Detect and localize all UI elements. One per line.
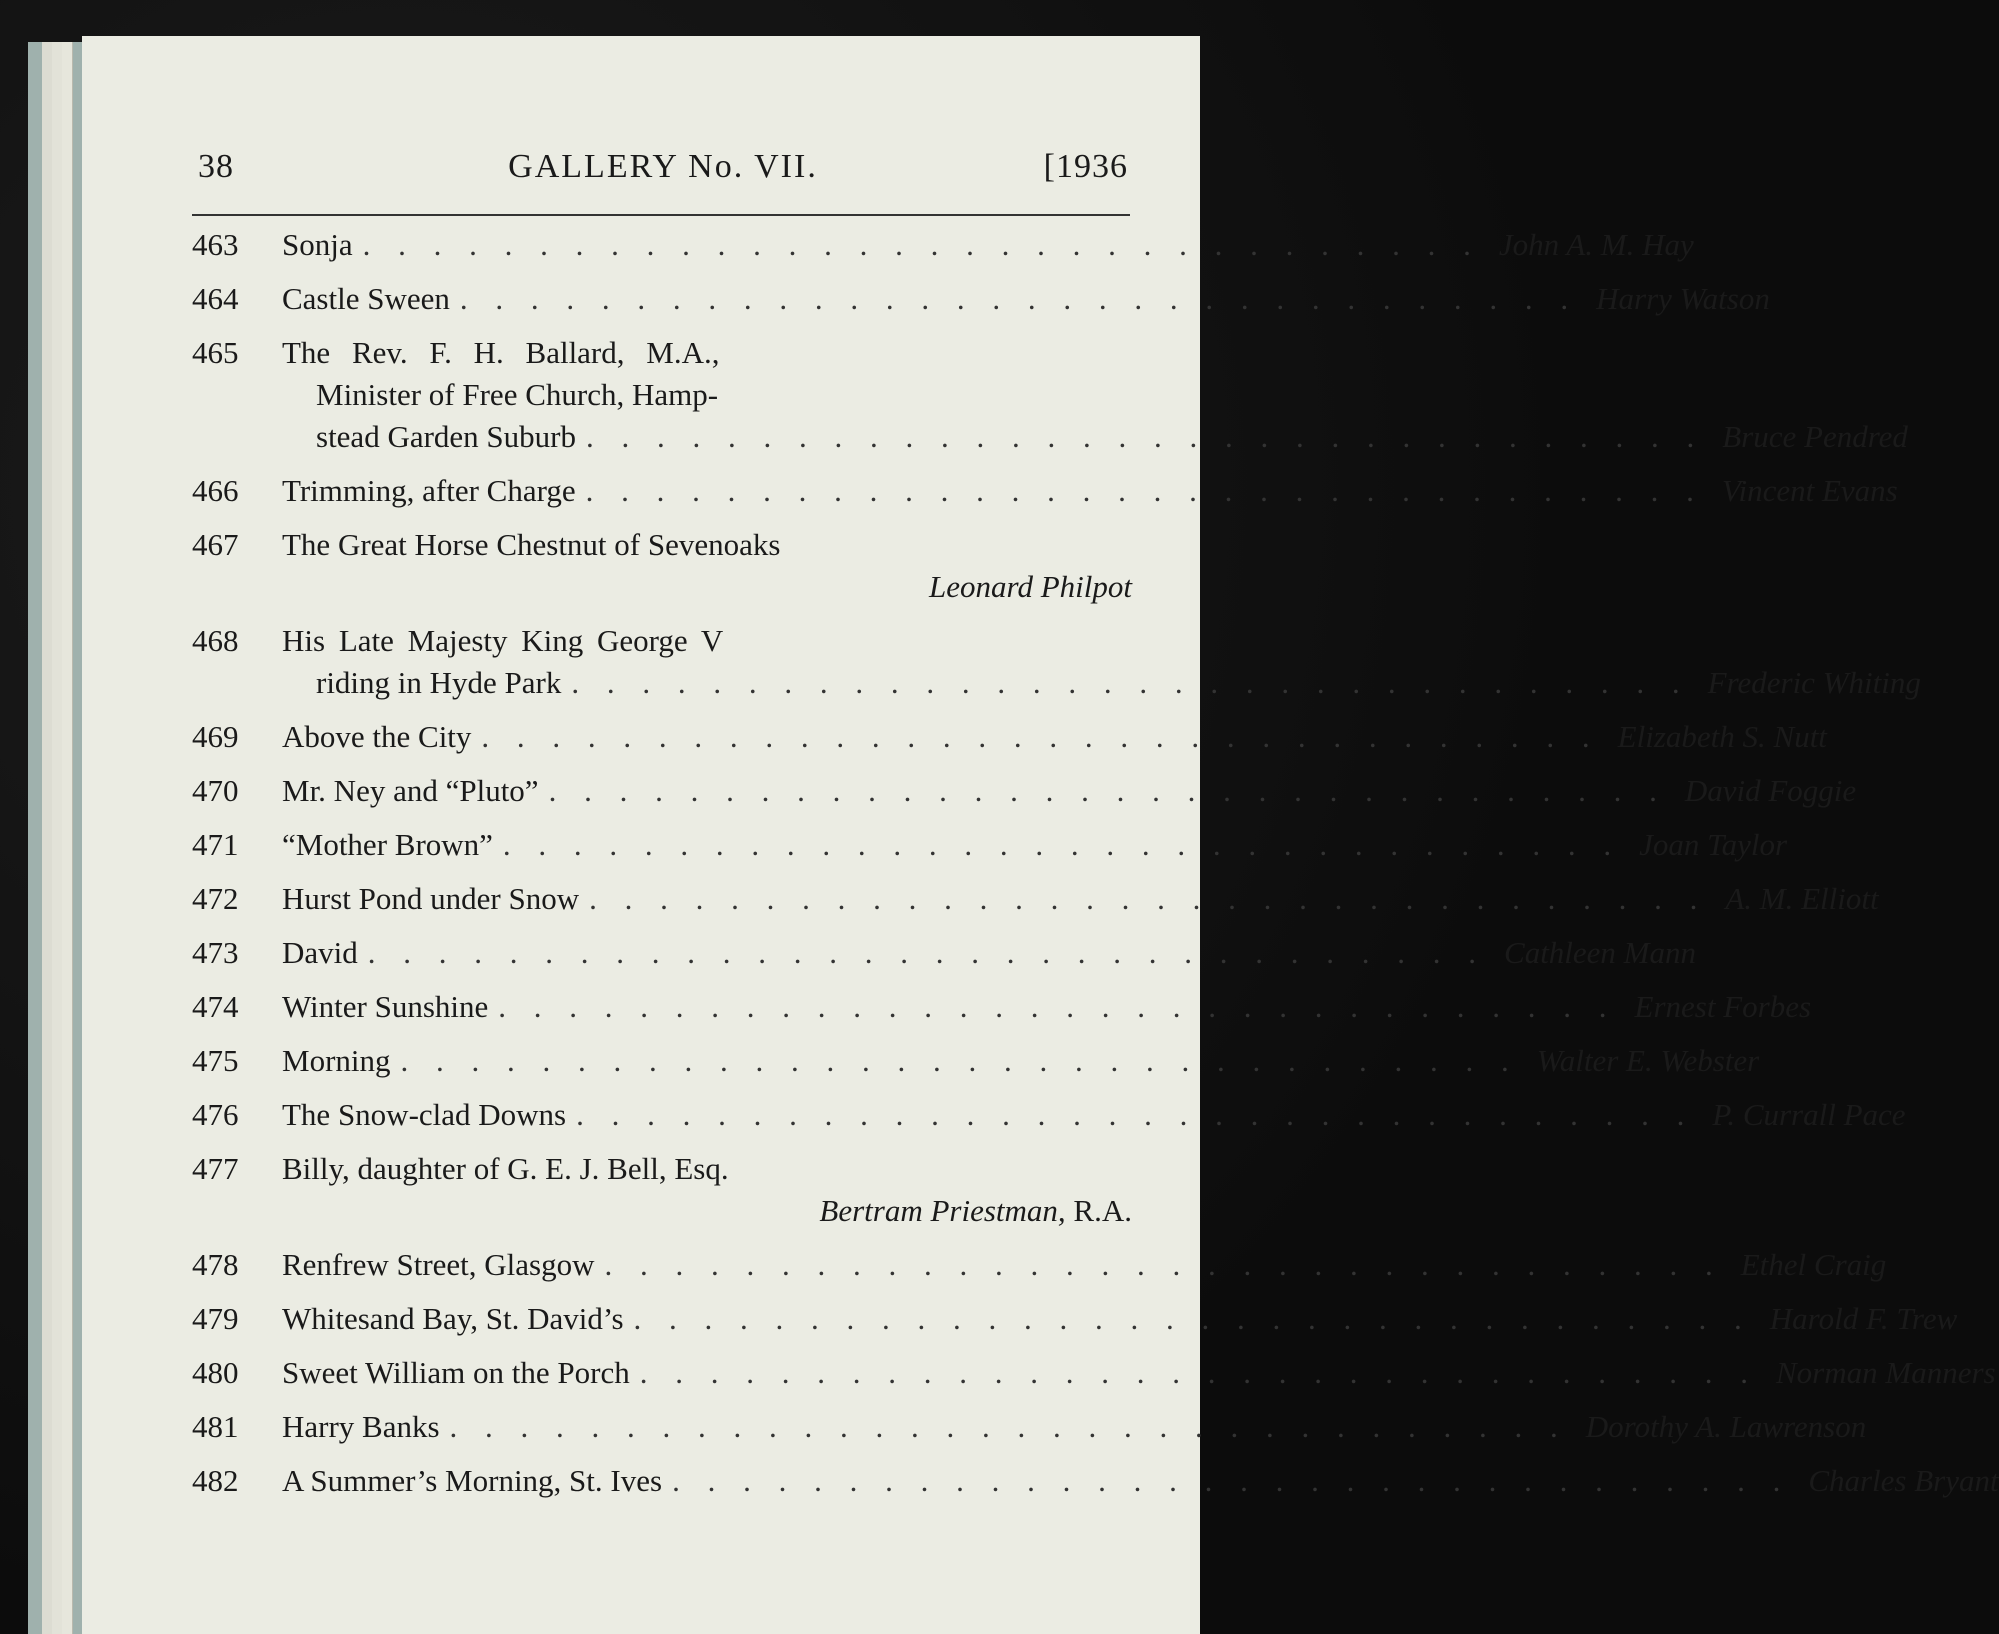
entry-title: Billy, daughter of G. E. J. Bell, Esq.	[282, 1151, 729, 1186]
entry-title: Harry Banks	[282, 1409, 440, 1444]
page-number: 38	[198, 148, 234, 185]
catalogue-entry	[192, 332, 1908, 458]
entry-number: 464	[192, 281, 239, 316]
entry-number: 476	[192, 1097, 239, 1132]
leader-dots: . . . . . . . . . . . . . . . . . . . . . . . . . . . . . . . .	[449, 1409, 1568, 1444]
entry-number: 481	[192, 1409, 239, 1444]
leader-dots: . . . . . . . . . . . . . . . . . . . . . . . . . . . . . . . .	[571, 665, 1690, 700]
entry-artist: Ethel Craig	[1740, 1247, 1887, 1282]
entry-number: 463	[192, 227, 239, 262]
entry-list	[192, 224, 1999, 1514]
entry-title-line: The Rev. F. H. Ballard, M.A.,	[282, 335, 720, 370]
entry-number: 472	[192, 881, 239, 916]
entry-number: 466	[192, 473, 239, 508]
entry-title-line: riding in Hyde Park	[316, 665, 562, 700]
catalogue-entry	[192, 278, 1770, 320]
entry-title: Above the City	[282, 719, 472, 754]
entry-number: 465	[192, 335, 239, 370]
catalogue-entry	[192, 1244, 1887, 1286]
catalogue-entry	[192, 932, 1697, 974]
page-header	[198, 148, 1128, 192]
entry-artist: Leonard Philpot	[929, 569, 1132, 604]
catalogue-entry	[192, 620, 1921, 704]
leader-dots: . . . . . . . . . . . . . . . . . . . . . . . . . . . . . . . .	[672, 1463, 1791, 1498]
leader-dots: . . . . . . . . . . . . . . . . . . . . . . . . . . . . . . . .	[589, 881, 1708, 916]
leader-dots: . . . . . . . . . . . . . . . . . . . . . . . . . . . . . . . .	[604, 1247, 1723, 1282]
entry-title: Sonja	[282, 227, 353, 262]
entry-title: Whitesand Bay, St. David’s	[282, 1301, 624, 1336]
leader-dots: . . . . . . . . . . . . . . . . . . . . . . . . . . . . . . . .	[585, 473, 1704, 508]
entry-title: Hurst Pond under Snow	[282, 881, 580, 916]
entry-title: Sweet William on the Porch	[282, 1355, 630, 1390]
entry-artist: Harold F. Trew	[1769, 1301, 1958, 1336]
entry-artist: Norman Manners	[1776, 1355, 1996, 1390]
entry-title: Morning	[282, 1043, 391, 1078]
entry-number: 480	[192, 1355, 239, 1390]
entry-number: 475	[192, 1043, 239, 1078]
leader-dots: . . . . . . . . . . . . . . . . . . . . . . . . . . . . . . . .	[576, 1097, 1695, 1132]
leader-dots: . . . . . . . . . . . . . . . . . . . . . . . . . . . . . . . .	[639, 1355, 1758, 1390]
entry-title-line: His Late Majesty King George V	[282, 623, 724, 658]
entry-title: The Snow-clad Downs	[282, 1097, 567, 1132]
entry-title: The Great Horse Chestnut of Sevenoaks	[282, 527, 781, 562]
leader-dots: . . . . . . . . . . . . . . . . . . . . . . . . . . . . . . . .	[400, 1043, 1519, 1078]
entry-number: 478	[192, 1247, 239, 1282]
leader-dots: . . . . . . . . . . . . . . . . . . . . . . . . . . . . . . . .	[459, 281, 1579, 316]
entry-artist: David Foggie	[1684, 773, 1857, 808]
entry-number: 468	[192, 623, 239, 658]
leader-dots: . . . . . . . . . . . . . . . . . . . . . . . . . . . . . . . .	[586, 419, 1705, 454]
entry-number: 469	[192, 719, 239, 754]
entry-artist: Ernest Forbes	[1634, 989, 1812, 1024]
catalogue-entry	[192, 1352, 1996, 1394]
entry-artist: Charles Bryant	[1808, 1463, 1999, 1498]
entry-number: 479	[192, 1301, 239, 1336]
catalogue-entry	[192, 1406, 1867, 1448]
entry-artist: Harry Watson	[1596, 281, 1770, 316]
catalogue-page	[82, 36, 1999, 1634]
entry-title: “Mother Brown”	[282, 827, 493, 862]
catalogue-entry	[192, 1040, 1760, 1082]
entry-title: Winter Sunshine	[282, 989, 489, 1024]
entry-title-line: Minister of Free Church, Hamp-	[316, 377, 719, 412]
leader-dots: . . . . . . . . . . . . . . . . . . . . . . . . . . . . . . . .	[502, 827, 1622, 862]
year-label: [1936	[1043, 148, 1128, 185]
entry-artist-honour: R.A.	[1073, 1193, 1132, 1228]
entry-number: 473	[192, 935, 239, 970]
entry-artist: Bruce Pendred	[1722, 419, 1908, 454]
entry-number: 482	[192, 1463, 239, 1498]
catalogue-entry	[192, 824, 1788, 866]
leader-dots: . . . . . . . . . . . . . . . . . . . . . . . . . . . . . . . .	[498, 989, 1617, 1024]
entry-number: 470	[192, 773, 239, 808]
leader-dots: . . . . . . . . . . . . . . . . . . . . . . . . . . . . . . . .	[481, 719, 1600, 754]
page-edge	[62, 42, 73, 1634]
catalogue-entry	[192, 986, 1812, 1028]
entry-title: Trimming, after Charge	[282, 473, 576, 508]
catalogue-entry	[192, 224, 1694, 266]
entry-artist: P. Currall Pace	[1712, 1097, 1906, 1132]
entry-artist: Dorothy A. Lawrenson	[1585, 1409, 1867, 1444]
leader-dots: . . . . . . . . . . . . . . . . . . . . . . . . . . . . . . . .	[362, 227, 1481, 262]
catalogue-entry	[192, 1298, 1958, 1340]
entry-title: David	[282, 935, 358, 970]
catalogue-entry	[192, 770, 1857, 812]
entry-number: 474	[192, 989, 239, 1024]
entry-artist: Frederic Whiting	[1707, 665, 1921, 700]
entry-number: 467	[192, 527, 239, 562]
catalogue-entry	[192, 878, 1879, 920]
entry-artist: Vincent Evans	[1721, 473, 1898, 508]
entry-title: Castle Sween	[282, 281, 450, 316]
header-rule	[192, 214, 1130, 216]
entry-artist: A. M. Elliott	[1725, 881, 1879, 916]
entry-title: Renfrew Street, Glasgow	[282, 1247, 595, 1282]
catalogue-entry	[192, 470, 1898, 512]
entry-artist: Bertram Priestman,	[819, 1193, 1066, 1228]
catalogue-entry	[192, 524, 1132, 608]
page-title: GALLERY No. VII.	[508, 148, 818, 185]
leader-dots: . . . . . . . . . . . . . . . . . . . . . . . . . . . . . . . .	[548, 773, 1667, 808]
entry-title-line: stead Garden Suburb	[316, 419, 576, 454]
catalogue-entry	[192, 1094, 1906, 1136]
catalogue-entry	[192, 1148, 1132, 1232]
entry-artist-line	[282, 1190, 1132, 1232]
entry-title: Mr. Ney and “Pluto”	[282, 773, 539, 808]
leader-dots: . . . . . . . . . . . . . . . . . . . . . . . . . . . . . . . .	[633, 1301, 1752, 1336]
leader-dots: . . . . . . . . . . . . . . . . . . . . . . . . . . . . . . . .	[367, 935, 1487, 970]
entry-artist: Walter E. Webster	[1536, 1043, 1760, 1078]
entry-artist: Joan Taylor	[1639, 827, 1788, 862]
catalogue-entry	[192, 1460, 1999, 1502]
entry-artist: Cathleen Mann	[1504, 935, 1697, 970]
catalogue-entry	[192, 716, 1827, 758]
entry-number: 477	[192, 1151, 239, 1186]
entry-number: 471	[192, 827, 239, 862]
entry-artist: John A. M. Hay	[1498, 227, 1694, 262]
entry-title: A Summer’s Morning, St. Ives	[282, 1463, 663, 1498]
entry-artist: Elizabeth S. Nutt	[1617, 719, 1827, 754]
